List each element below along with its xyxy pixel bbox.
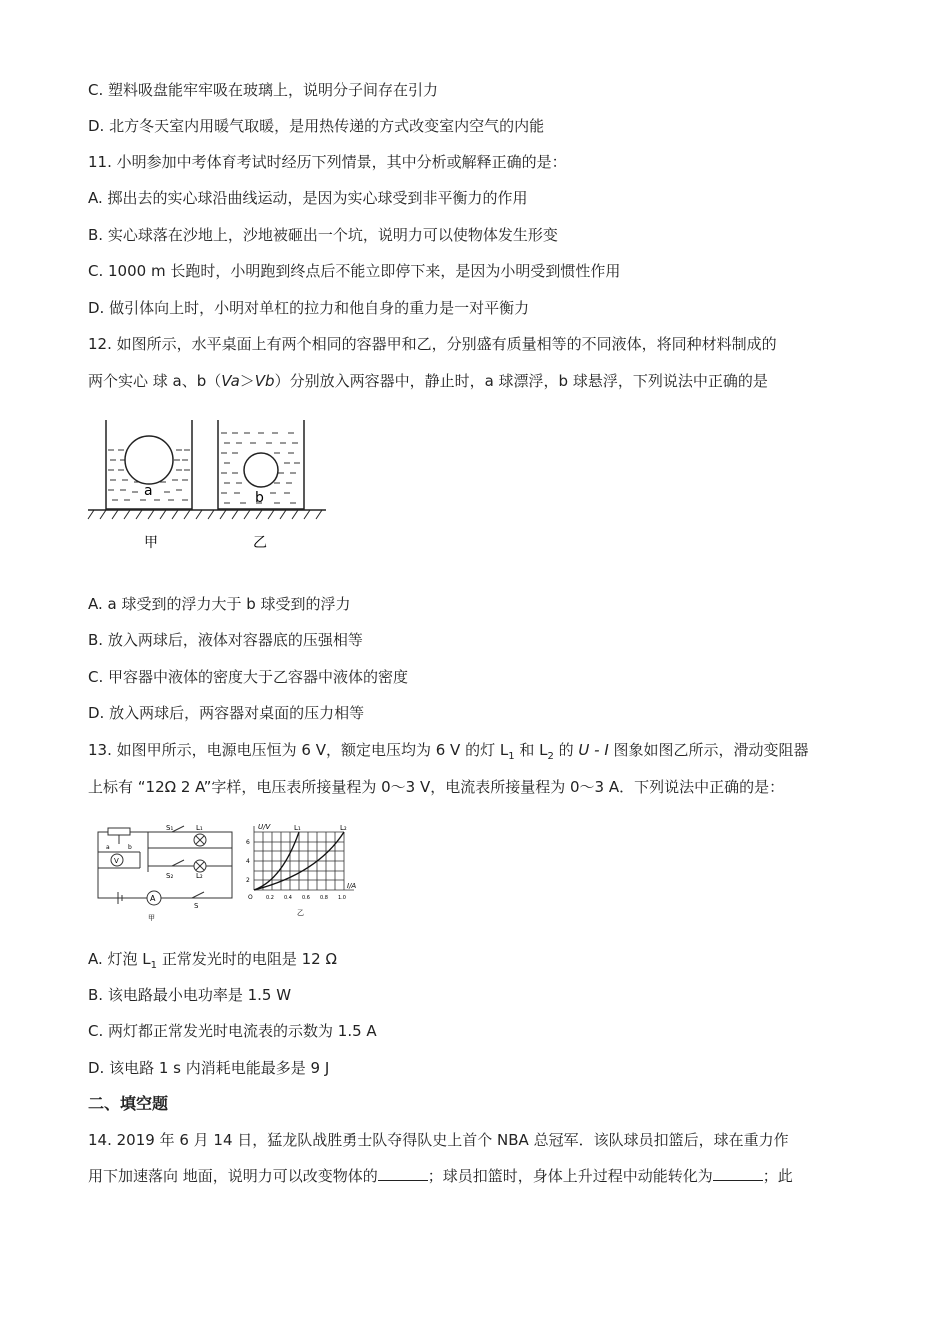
- x-tick-0.8: 0.8: [320, 895, 328, 901]
- question-12-line-1: 12. 如图所示，水平桌面上有两个相同的容器甲和乙，分别盛有质量相等的不同液体，将同种材料制成的: [88, 335, 777, 353]
- circuit-and-graph-figure: [92, 822, 372, 922]
- containers-figure: [84, 415, 334, 555]
- section-heading-fill-in: 二、填空题: [88, 1094, 169, 1113]
- option-b-q13: B. 该电路最小电功率是 1.5 W: [88, 986, 292, 1004]
- question-11: 11. 小明参加中考体育考试时经历下列情景，其中分析或解释正确的是：: [88, 153, 567, 171]
- option-a-q13: A. 灯泡 $L_1$ 正常发光时的电阻是 12 Ω: [88, 950, 337, 971]
- option-c-q12: C. 甲容器中液体的密度大于乙容器中液体的密度: [88, 668, 409, 686]
- question-14-line-2: 用下加速落向 地面，说明力可以改变物体的 ；球员扣篮时，身体上升过程中动能转化为 ；此: [88, 1167, 793, 1185]
- x-tick-1.0: 1.0: [338, 895, 346, 901]
- l2-label: L₂: [196, 872, 203, 880]
- voltmeter-symbol: V: [114, 857, 119, 865]
- ball-b-label: b: [255, 490, 264, 506]
- option-c-q13: C. 两灯都正常发光时电流表的示数为 1.5 A: [88, 1022, 377, 1040]
- label-yi: 乙: [253, 535, 267, 551]
- answer-blank-2[interactable]: [713, 1166, 763, 1181]
- x-axis-label: I/A: [347, 882, 357, 890]
- x-tick-0.2: 0.2: [266, 895, 274, 901]
- option-d-q12: D. 放入两球后，两容器对桌面的压力相等: [88, 704, 365, 722]
- s2-label: S₂: [166, 872, 174, 880]
- option-a-q12: A. a 球受到的浮力大于 b 球受到的浮力: [88, 595, 351, 613]
- s1-label: S₁: [166, 824, 174, 832]
- s-label: S: [194, 902, 199, 910]
- y-tick-4: 4: [246, 858, 250, 865]
- option-d-q11: D. 做引体向上时，小明对单杠的拉力和他自身的重力是一对平衡力: [88, 299, 530, 317]
- question-13-line-1: 13. 如图甲所示，电源电压恒为 6 V，额定电压均为 6 V 的灯 $L_1$ 和 $L_2$ 的 U - I 图象如图乙所示，滑动变阻器: [88, 741, 809, 762]
- label-jia: 甲: [144, 535, 158, 551]
- figure-yi-label: 乙: [297, 909, 304, 917]
- x-tick-0.4: 0.4: [284, 895, 292, 901]
- option-d-q10: D. 北方冬天室内用暖气取暖，是用热传递的方式改变室内空气的内能: [88, 117, 545, 135]
- option-d-q13: D. 该电路 1 s 内消耗电能最多是 9 J: [88, 1059, 330, 1077]
- option-c-q10: C. 塑料吸盘能牢牢吸在玻璃上，说明分子间存在引力: [88, 81, 439, 99]
- option-c-q11: C. 1000 m 长跑时，小明跑到终点后不能立即停下来，是因为小明受到惯性作用: [88, 262, 621, 280]
- curve-l2-label: L₂: [340, 824, 347, 832]
- option-b-q12: B. 放入两球后，液体对容器底的压强相等: [88, 631, 363, 649]
- origin-label: O: [248, 894, 253, 901]
- x-tick-0.6: 0.6: [302, 895, 310, 901]
- curve-l1-label: L₁: [294, 824, 301, 832]
- question-13-line-2: 上标有 “12Ω 2 A”字样，电压表所接量程为 0～3 V，电流表所接量程为 0～3 A．下列说法中正确的是：: [88, 778, 785, 796]
- ammeter-symbol: A: [150, 894, 156, 903]
- y-tick-6: 6: [246, 839, 250, 846]
- option-a-q11: A. 掷出去的实心球沿曲线运动，是因为实心球受到非平衡力的作用: [88, 189, 528, 207]
- option-b-q11: B. 实心球落在沙地上，沙地被砸出一个坑，说明力可以使物体发生形变: [88, 226, 558, 244]
- port-b-label: b: [128, 844, 132, 851]
- y-axis-label: U/V: [258, 823, 271, 831]
- port-a-label: a: [106, 844, 110, 851]
- question-14-line-1: 14. 2019 年 6 月 14 日，猛龙队战胜勇士队夺得队史上首个 NBA 总冠军．该队球员扣篮后，球在重力作: [88, 1131, 789, 1149]
- figure-jia-label: 甲: [148, 914, 155, 922]
- l1-label: L₁: [196, 824, 203, 832]
- answer-blank-1[interactable]: [378, 1166, 428, 1181]
- y-tick-2: 2: [246, 877, 250, 884]
- question-12-line-2: 两个实心 球 a、b（Va＞Vb）分别放入两容器中，静止时，a 球漂浮，b 球悬浮，下列说法中正确的是: [88, 372, 768, 390]
- ball-a-label: a: [144, 483, 153, 499]
